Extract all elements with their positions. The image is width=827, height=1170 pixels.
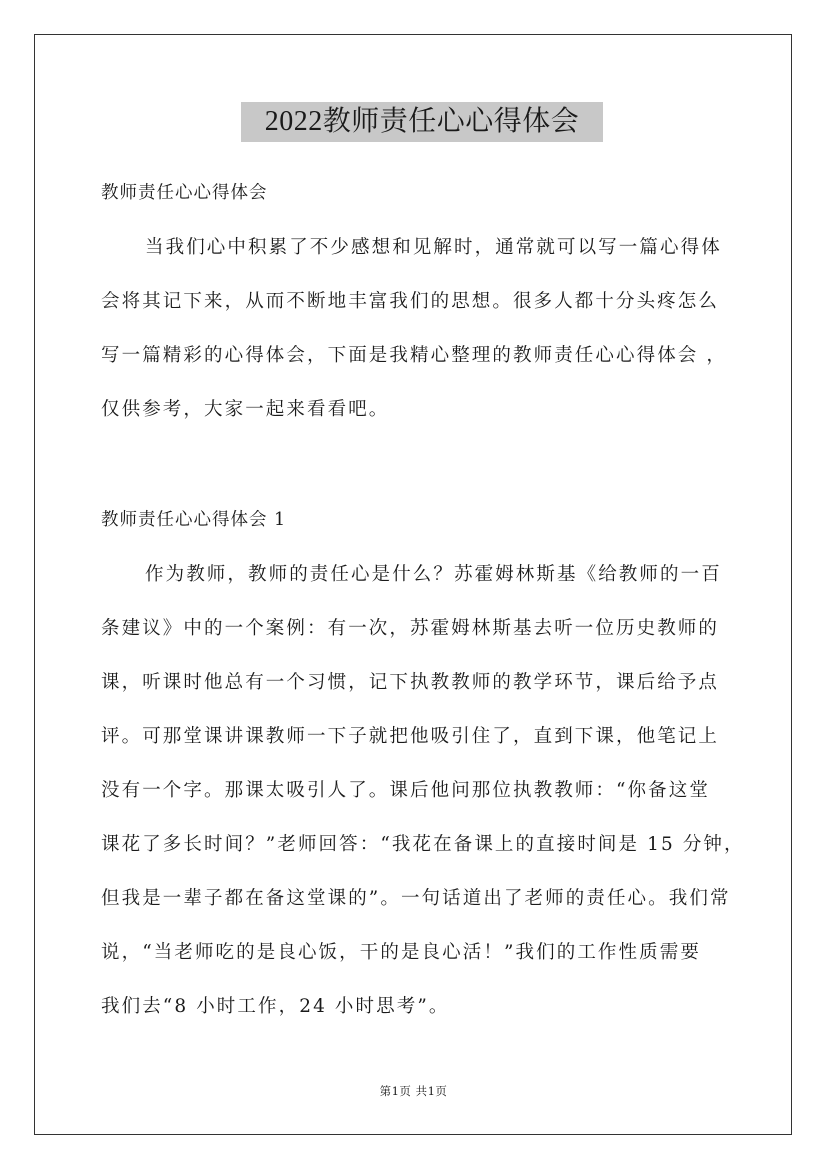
intro-heading: 教师责任心心得体会	[101, 183, 268, 203]
document-title: 2022教师责任心心得体会	[241, 102, 603, 142]
page-footer: 第1页 共1页	[379, 1084, 448, 1098]
intro-line-3: 写一篇精彩的心得体会，下面是我精心整理的教师责任心心得体会 ，	[101, 345, 727, 366]
section-line-1: 作为教师，教师的责任心是什么？苏霍姆林斯基《给教师的一百	[145, 564, 722, 585]
section-line-3: 课，听课时他总有一个习惯，记下执教教师的教学环节，课后给予点	[101, 672, 720, 693]
intro-line-4: 仅供参考，大家一起来看看吧。	[101, 399, 390, 420]
section-line-8: 说，“当老师吃的是良心饭，干的是良心活！”我们的工作性质需要	[101, 942, 701, 963]
section-line-7: 但我是一辈子都在备这堂课的”。一句话道出了老师的责任心。我们常	[101, 888, 731, 909]
intro-line-2: 会将其记下来，从而不断地丰富我们的思想。很多人都十分头疼怎么	[101, 291, 720, 312]
section-line-6: 课花了多长时间？”老师回答：“我花在备课上的直接时间是 15 分钟，	[101, 834, 745, 855]
section-line-5: 没有一个字。那课太吸引人了。课后他问那位执教教师：“你备这堂	[101, 780, 710, 801]
section-line-9: 我们去“8 小时工作，24 小时思考”。	[101, 996, 450, 1017]
intro-line-1: 当我们心中积累了不少感想和见解时，通常就可以写一篇心得体	[145, 237, 722, 258]
section-heading: 教师责任心心得体会 1	[101, 510, 287, 530]
section-line-2: 条建议》中的一个案例：有一次，苏霍姆林斯基去听一位历史教师的	[101, 618, 720, 639]
section-line-4: 评。可那堂课讲课教师一下子就把他吸引住了，直到下课，他笔记上	[101, 726, 720, 747]
